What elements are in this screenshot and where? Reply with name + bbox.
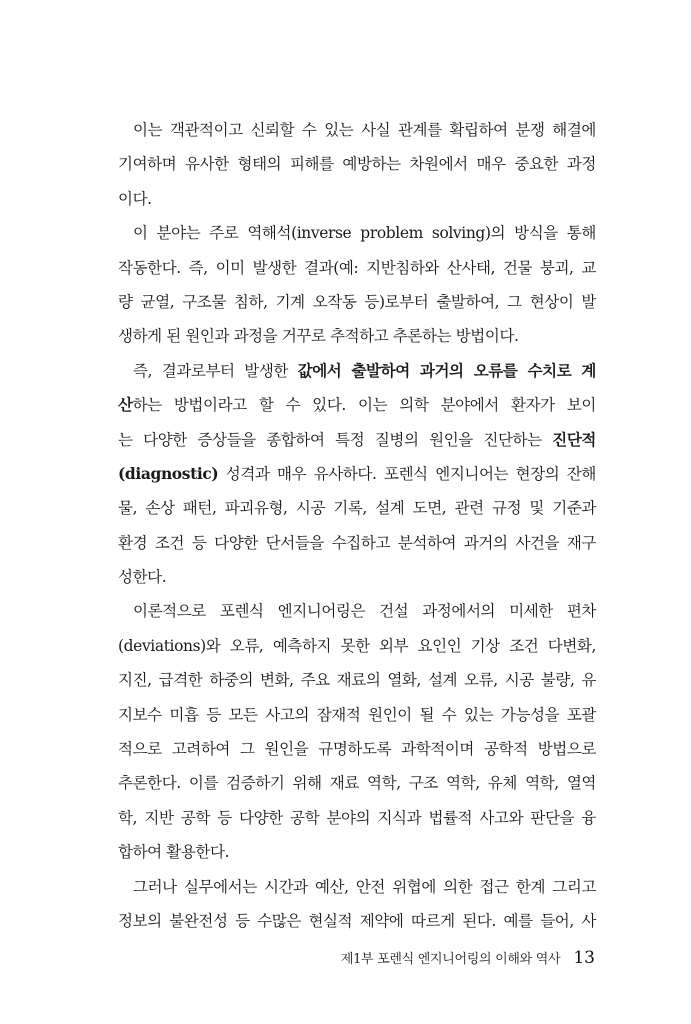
- paragraph-4: [118, 594, 596, 869]
- text-line: 지진, 급격한 하중의 변화, 주요 재료의 열화, 설계 오류, 시공 불량, 유: [118, 671, 596, 690]
- bold-phrase: 값에서 출발하여 과거의 오류를 수치로 계: [297, 360, 596, 380]
- paragraph-5: [118, 870, 596, 939]
- text-line: 이다.: [118, 189, 152, 208]
- paragraph-1: [118, 113, 596, 216]
- text-line: [118, 388, 596, 422]
- text-line: 지보수 미흡 등 모든 사고의 잠재적 원인이 될 수 있는 가능성을 포괄: [118, 705, 596, 724]
- bold-phrase: 산: [118, 395, 133, 415]
- text-line: [118, 423, 596, 457]
- text-line: 적으로 고려하여 그 원인을 규명하도록 과학적이며 공학적 방법으로: [118, 740, 596, 759]
- text-line: 물, 손상 패턴, 파괴유형, 시공 기록, 설계 도면, 관련 규정 및 기준과: [118, 499, 596, 518]
- text-line: 기여하며 유사한 형태의 피해를 예방하는 차원에서 매우 중요한 과정: [118, 155, 596, 174]
- bold-phrase: 진단적: [552, 429, 596, 449]
- text-line: 환경 조건 등 다양한 단서들을 수집하고 분석하여 과거의 사건을 재구: [118, 533, 596, 552]
- text-line: 작동한다. 즉, 이미 발생한 결과(예: 지반침하와 산사태, 건물 붕괴, 교: [118, 258, 596, 277]
- text-segment: 하는 방법이라고 할 수 있다. 이는 의학 분야에서 환자가 보이: [132, 396, 596, 415]
- page-footer: [341, 944, 595, 972]
- text-line: 성한다.: [118, 568, 167, 587]
- text-line: [118, 354, 596, 388]
- text-line: 이 분야는 주로 역해석(inverse problem solving)의 방식을 통해: [133, 224, 596, 243]
- text-line: (deviations)와 오류, 예측하지 못한 외부 요인인 기상 조건 다변화,: [118, 636, 596, 655]
- bold-phrase: (diagnostic): [118, 463, 219, 483]
- page-number: 13: [573, 948, 595, 968]
- paragraph-3: [118, 354, 596, 595]
- text-line: 그러나 실무에서는 시간과 예산, 안전 위협에 의한 접근 한계 그리고: [133, 877, 596, 896]
- text-line: 이는 객관적이고 신뢰할 수 있는 사실 관계를 확립하여 분쟁 해결에: [133, 121, 596, 139]
- page-body: [118, 113, 596, 938]
- text-segment: 성격과 매우 유사하다. 포렌식 엔지니어는 현장의 잔해: [218, 464, 596, 483]
- text-line: [118, 457, 596, 491]
- text-segment: 즉, 결과로부터 발생한: [133, 361, 298, 380]
- text-line: 정보의 불완전성 등 수많은 현실적 제약에 따르게 된다. 예를 들어, 사: [118, 911, 596, 930]
- running-footer-title: 제1부 포렌식 엔지니어링의 이해와 역사: [340, 952, 561, 967]
- text-line: 추론한다. 이를 검증하기 위해 재료 역학, 구조 역학, 유체 역학, 열역: [118, 774, 596, 793]
- text-line: 합하여 활용한다.: [118, 843, 230, 862]
- text-segment: 는 다양한 증상들을 종합하여 특정 질병의 원인을 진단하는: [118, 430, 553, 449]
- text-line: 학, 지반 공학 등 다양한 공학 분야의 지식과 법률적 사고와 판단을 융: [118, 808, 596, 827]
- text-line: 량 균열, 구조물 침하, 기계 오작동 등)로부터 출발하여, 그 현상이 발: [118, 292, 596, 311]
- paragraph-2: [118, 216, 596, 354]
- text-line: 이론적으로 포렌식 엔지니어링은 건설 과정에서의 미세한 편차: [133, 602, 596, 621]
- text-line: 생하게 된 원인과 과정을 거꾸로 추적하고 추론하는 방법이다.: [118, 327, 519, 346]
